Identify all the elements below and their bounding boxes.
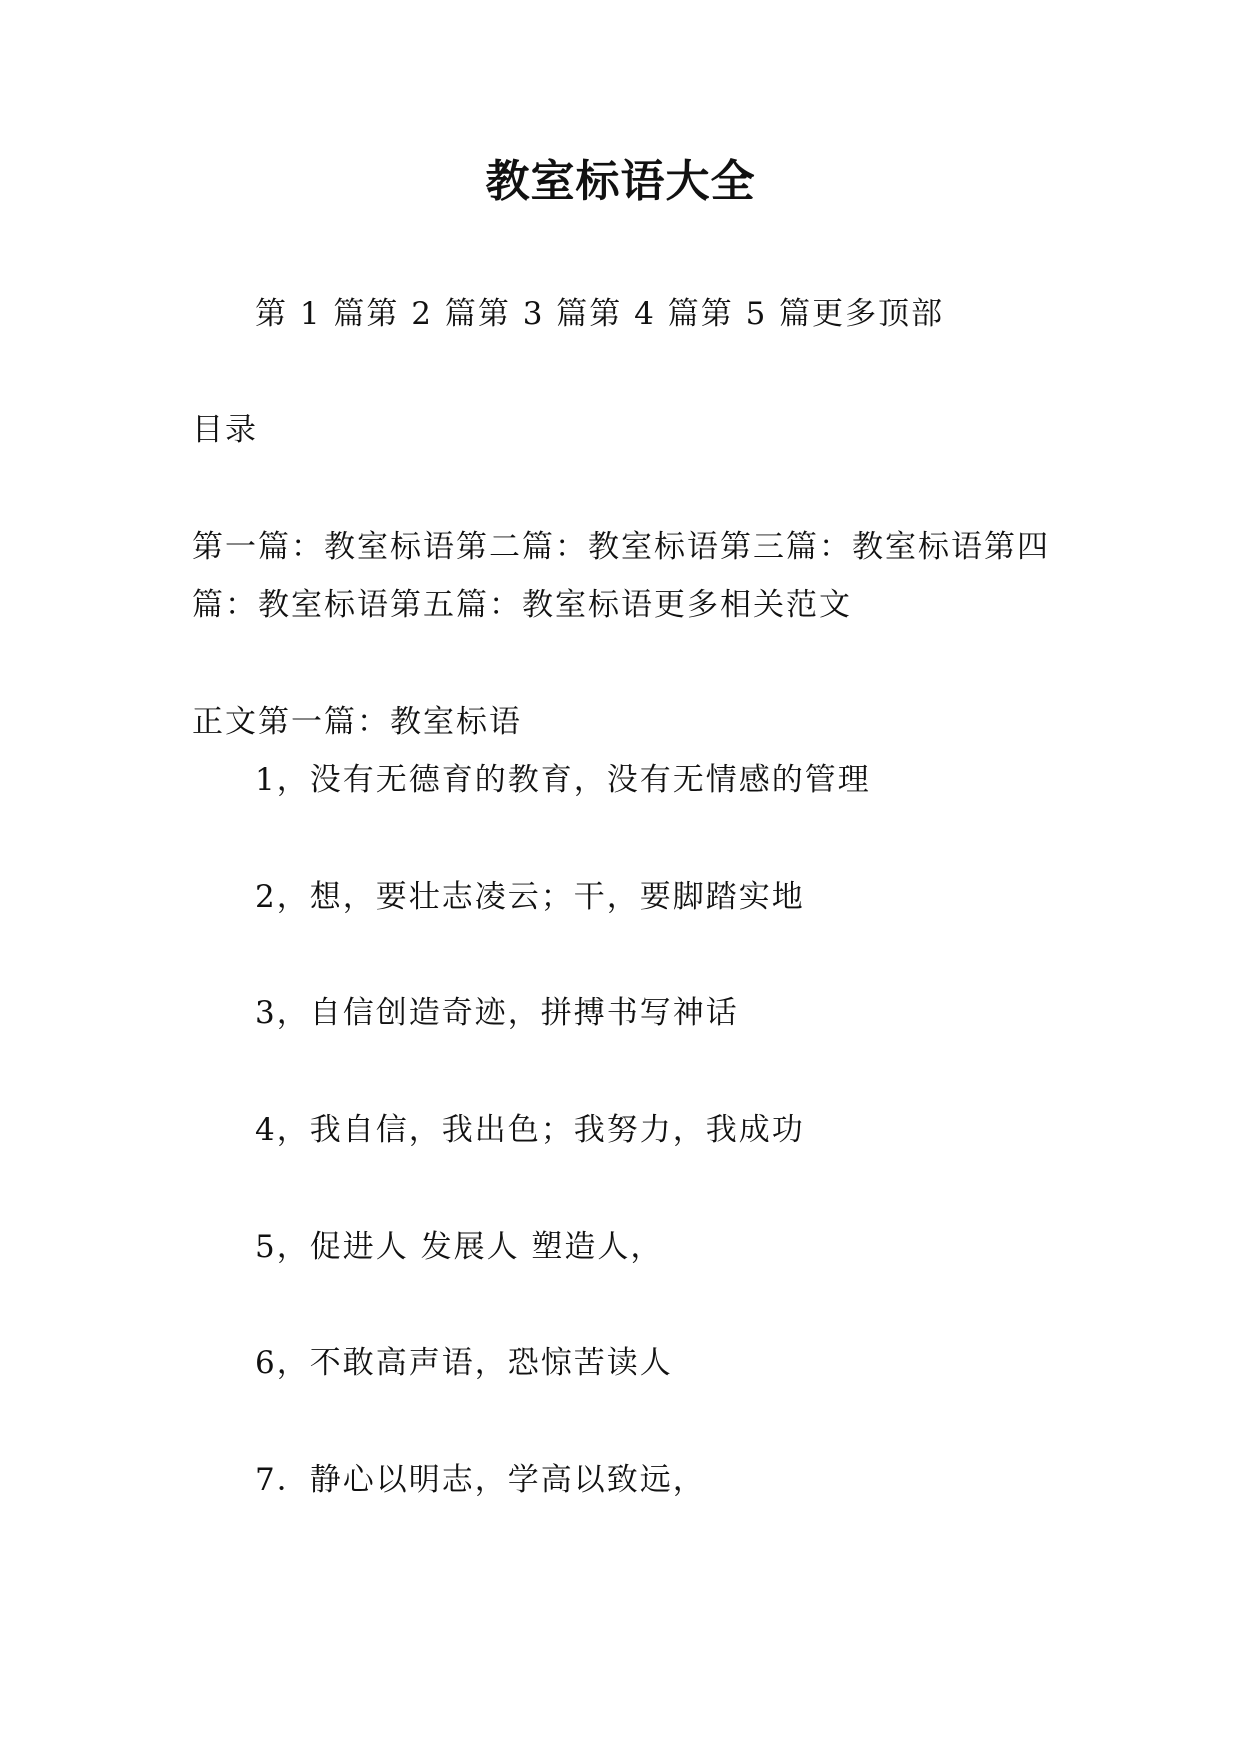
slogan-item: 2，想，要壮志凌云；干，要脚踏实地	[255, 879, 805, 915]
slogan-item: 4，我自信，我出色；我努力，我成功	[255, 1112, 805, 1148]
page-title: 教室标语大全	[485, 156, 756, 207]
slogan-item: 3，自信创造奇迹，拼搏书写神话	[255, 995, 739, 1031]
slogan-item: 7．静心以明志，学高以致远，	[255, 1462, 706, 1498]
chapter-nav: 第 1 篇第 2 篇第 3 篇第 4 篇第 5 篇更多顶部	[255, 296, 945, 332]
toc-line-2: 篇：教室标语第五篇：教室标语更多相关范文	[192, 587, 852, 623]
slogan-item: 5，促进人 发展人 塑造人，	[255, 1229, 664, 1265]
toc-line-1: 第一篇：教室标语第二篇：教室标语第三篇：教室标语第四	[192, 529, 1050, 565]
toc-heading: 目录	[192, 412, 258, 448]
slogan-item: 6，不敢高声语，恐惊苦读人	[255, 1345, 673, 1381]
slogan-item: 1，没有无德育的教育，没有无情感的管理	[255, 762, 871, 798]
section-heading: 正文第一篇：教室标语	[192, 704, 522, 740]
